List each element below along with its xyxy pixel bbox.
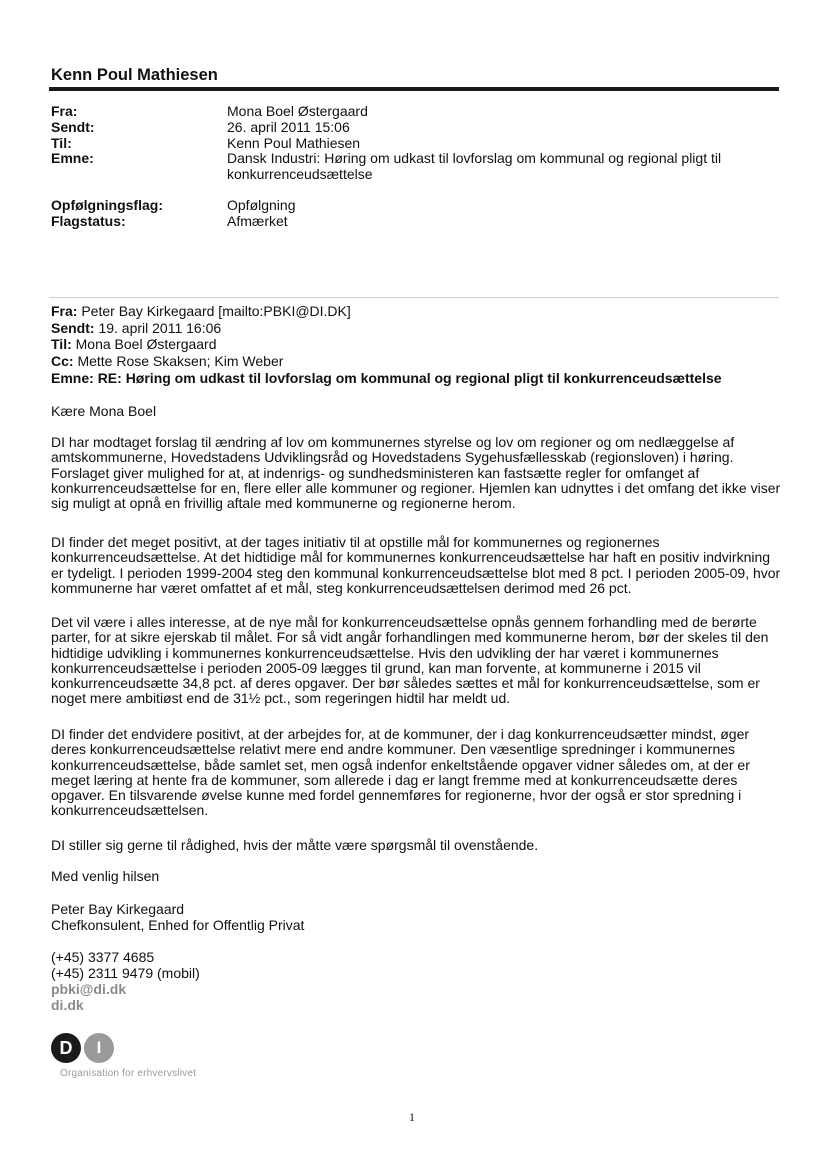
- from-value: Mona Boel Østergaard: [227, 103, 368, 119]
- fwd-from-value: Peter Bay Kirkegaard [mailto:PBKI@DI.DK]: [81, 303, 351, 319]
- signature-name: Peter Bay Kirkegaard: [51, 901, 185, 917]
- fwd-from-label: Fra:: [51, 303, 78, 319]
- sent-label: Sendt:: [51, 119, 95, 135]
- paragraph-5: DI stiller sig gerne til rådighed, hvis der måtte være spørgsmål til ovenstående.: [51, 837, 539, 853]
- signature-web: di.dk: [51, 997, 84, 1013]
- di-logo-i-mark: I: [84, 1033, 114, 1063]
- flag-label: Opfølgningsflag:: [51, 197, 163, 213]
- to-label: Til:: [51, 135, 72, 151]
- subject-label: Emne:: [51, 150, 94, 166]
- flag-value: Opfølgning: [227, 197, 296, 213]
- document-owner-name: Kenn Poul Mathiesen: [51, 66, 218, 84]
- logo-tagline: Organisation for erhvervslivet: [60, 1068, 197, 1079]
- fwd-to-value: Mona Boel Østergaard: [75, 336, 217, 352]
- di-logo: [51, 1033, 121, 1063]
- signature-title: Chefkonsulent, Enhed for Offentlig Privat: [51, 917, 305, 933]
- greeting: Kære Mona Boel: [51, 403, 157, 419]
- header-rule: [49, 87, 779, 91]
- subject-value: Dansk Industri: Høring om udkast til lovforslag om kommunal og regional pligt til konkurrenceudsættelse: [227, 150, 722, 182]
- sent-value: 26. april 2011 15:06: [227, 119, 350, 135]
- forwarded-cc-row: [51, 353, 283, 370]
- status-label: Flagstatus:: [51, 213, 126, 229]
- fwd-sent-label: Sendt:: [51, 320, 95, 336]
- fwd-sent-value: 19. april 2011 16:06: [98, 320, 222, 336]
- forward-separator: [49, 297, 779, 298]
- fwd-to-label: Til:: [51, 336, 72, 352]
- signature-email: pbki@di.dk: [51, 981, 127, 997]
- forwarded-from-row: [51, 303, 351, 320]
- closing: Med venlig hilsen: [51, 868, 160, 884]
- signature-phone: (+45) 3377 4685: [51, 949, 155, 965]
- paragraph-3: Det vil være i alles interesse, at de nye mål for konkurrenceudsættelse opnås gennem forhandling med de berørte parter, for at sikre ejerskab til målet. For så vidt angår forhandlingen med kommunerne herom, bør der skeles til den hidtidige udvikling i kommunernes konkurrenceudsættelse. Hvis den udvikling der har været i kommunernes konkurrenceudsættelse i perioden 2005-09 lægges til grund, kan man forvente, at kommunerne i 2015 vil konkurrenceudsætte 34,8 pct. af deres opgaver. Der bør således sættes et mål for konkurrenceudsættelse, som er noget mere ambitiøst end de 31½ pct., som regeringen hidtil har meldt ud.: [51, 614, 769, 707]
- fwd-cc-value: Mette Rose Skaksen; Kim Weber: [77, 353, 284, 369]
- fwd-cc-label: Cc:: [51, 353, 74, 369]
- paragraph-1: DI har modtaget forslag til ændring af lov om kommunernes styrelse og lov om regioner og om nedlæggelse af amtskommunerne, Hovedstadens Udviklingsråd og Hovedstadens Sygehusfællesskab (regionsloven) i høring. Forslaget giver mulighed for at, at indenrigs- og sundhedsministeren kan fastsætte regler for omfanget af konkurrenceudsættelse for en, flere eller alle kommuner og regioner. Hjemlen kan udnyttes i det omfang det ikke viser sig muligt at opnå en frivillig aftale med kommunerne og regionerne herom.: [51, 434, 781, 512]
- fwd-subject-value: RE: Høring om udkast til lovforslag om kommunal og regional pligt til konkurrenceudsættelse: [97, 370, 722, 386]
- paragraph-4: DI finder det endvidere positivt, at der arbejdes for, at de kommuner, der i dag konkurrenceudsætter mindst, øger deres konkurrenceudsættelse relativt mere end andre kommuner. Den væsentlige spredninger i kommunernes konkurrenceudsættelse, både samlet set, men også indenfor enkeltstående opgaver vidner således om, at der er meget læring at hente fra de kommuner, som allerede i dag er langt fremme med at konkurrenceudsætte deres opgaver. En tilsvarende øvelse kunne med fordel gennemføres for regionerne, hvor der også er stor spredning i konkurrenceudsættelsen.: [51, 726, 750, 819]
- page-number: 1: [409, 1110, 415, 1124]
- status-value: Afmærket: [227, 213, 288, 229]
- to-value: Kenn Poul Mathiesen: [227, 135, 361, 151]
- forwarded-to-row: [51, 336, 217, 353]
- fwd-subject-label: Emne:: [51, 370, 94, 386]
- forwarded-subject-row: [51, 370, 722, 387]
- from-label: Fra:: [51, 103, 78, 119]
- signature-mobile: (+45) 2311 9479 (mobil): [51, 965, 200, 981]
- forwarded-sent-row: [51, 320, 221, 337]
- paragraph-2: DI finder det meget positivt, at der tages initiativ til at opstille mål for kommunernes og regionernes konkurrenceudsættelse. At det hidtidige mål for kommunernes konkurrenceudsættelse har haft en positiv indvirkning er tydeligt. I perioden 1999-2004 steg den kommunal konkurrenceudsættelse blot med 8 pct. I perioden 2005-09, hvor kommunerne har været omfattet af et mål, steg konkurrenceudsættelsen derimod med 26 pct.: [51, 534, 781, 596]
- di-logo-d-mark: D: [51, 1033, 81, 1063]
